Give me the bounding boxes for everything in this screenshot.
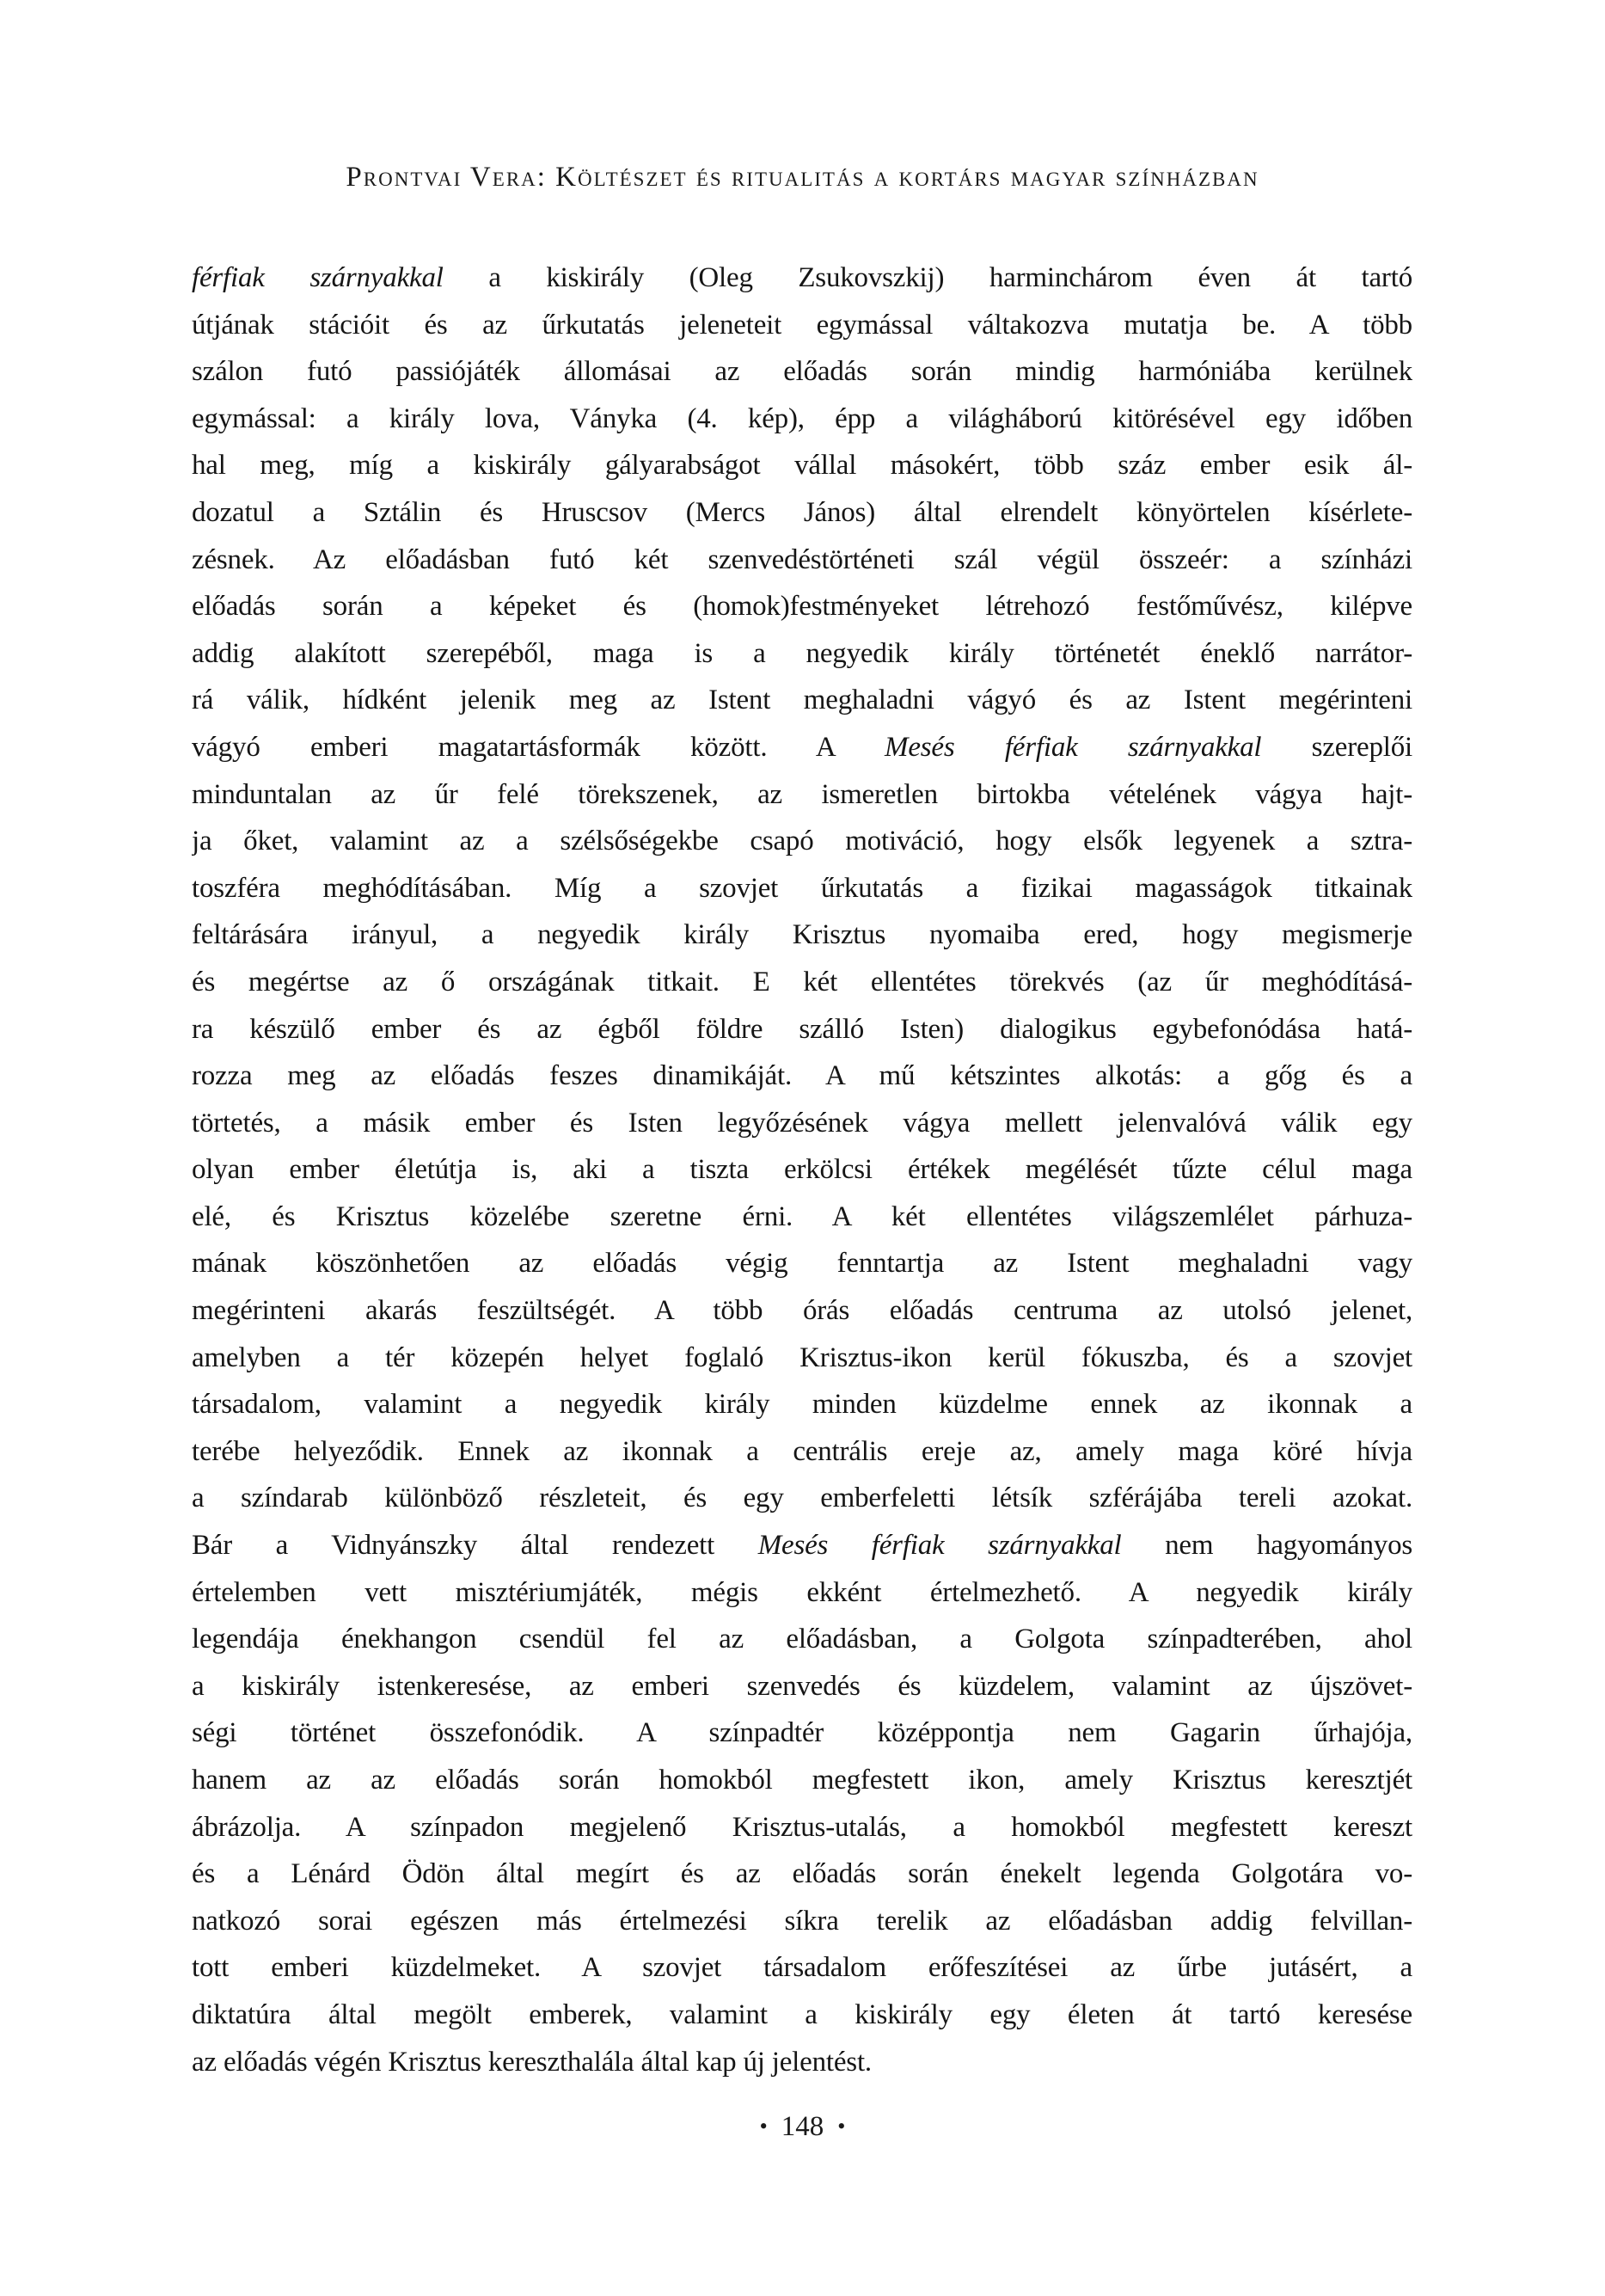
text-line [192, 677, 1412, 724]
text-line [192, 1851, 1412, 1898]
text-segment: szálon futó passiójáték állomásai az előadás során mindig harmóniába kerülnek [192, 356, 1412, 388]
text-line [192, 1522, 1412, 1569]
text-line [192, 1428, 1412, 1476]
text-line [192, 1053, 1412, 1100]
footer-bullet-right: • [837, 2114, 846, 2139]
running-header: Prontvai Vera: Költészet és ritualitás a kortárs magyar színházban [346, 162, 1259, 193]
text-segment: minduntalan az űr felé törekszenek, az ismeretlen birtokba vételének vágya hajt- [192, 778, 1412, 810]
text-line [192, 1240, 1412, 1287]
text-line [192, 912, 1412, 959]
text-line [192, 1757, 1412, 1804]
text-segment: elé, és Krisztus közelébe szeretne érni. A két ellentétes világszemlélet párhuza- [192, 1200, 1412, 1232]
text-line [192, 1194, 1412, 1241]
text-line [192, 537, 1412, 584]
text-line [192, 1006, 1412, 1053]
text-segment: tott emberi küzdelmeket. A szovjet társadalom erőfeszítései az űrbe jutásért, a [192, 1952, 1412, 1984]
text-segment: a színdarab különböző részleteit, és egy emberfeletti létsík szférájába tereli azokat. [192, 1483, 1412, 1514]
text-line [192, 442, 1412, 489]
text-line [192, 630, 1412, 678]
text-segment: natkozó sorai egészen más értelmezési síkra terelik az előadásban addig felvillan- [192, 1905, 1412, 1937]
text-line [192, 489, 1412, 537]
text-segment: és megértse az ő országának titkait. E két ellentétes törekvés (az űr meghódításá- [192, 966, 1412, 998]
text-line [192, 1944, 1412, 1992]
text-segment: mának köszönhetően az előadás végig fenntartja az Istent meghaladni vagy [192, 1248, 1412, 1280]
text-line [192, 1335, 1412, 1382]
page-number: 148 [781, 2111, 824, 2142]
text-line [192, 1710, 1412, 1757]
text-segment: Bár a Vidnyánszky által rendezett [192, 1530, 758, 1562]
page-footer [0, 2111, 1605, 2143]
text-line [192, 1475, 1412, 1522]
text-line [192, 396, 1412, 443]
work-title-italic: Mesés férfiak szárnyakkal [885, 731, 1262, 763]
text-segment: a kiskirály (Oleg Zsukovszkij) harminchárom éven át tartó [443, 262, 1412, 293]
text-segment: értelemben vett misztériumjáték, mégis ekként értelmezhető. A negyedik király [192, 1576, 1412, 1608]
text-line [192, 1569, 1412, 1617]
text-line [192, 1287, 1412, 1335]
footer-bullet-left: • [759, 2114, 768, 2139]
text-segment: nem hagyományos [1121, 1530, 1412, 1562]
text-segment: feltárására irányul, a negyedik király Krisztus nyomaiba ered, hogy megismerje [192, 919, 1412, 951]
text-segment: olyan ember életútja is, aki a tiszta erkölcsi értékek megélését tűzte célul maga [192, 1154, 1412, 1186]
text-line [192, 865, 1412, 912]
text-line [192, 255, 1412, 302]
text-line [192, 1381, 1412, 1428]
text-segment: amelyben a tér közepén helyet foglaló Krisztus-ikon kerül fókuszba, és a szovjet [192, 1341, 1412, 1373]
body-text [192, 255, 1412, 2085]
text-segment: ra készülő ember és az égből földre szálló Isten) dialogikus egybefonódása hatá- [192, 1013, 1412, 1045]
text-line [192, 1100, 1412, 1147]
text-segment: zésnek. Az előadásban futó két szenvedéstörténeti szál végül összeér: a színházi [192, 543, 1412, 575]
text-line [192, 1992, 1412, 2039]
text-line [192, 2039, 1412, 2086]
text-line [192, 1898, 1412, 1945]
text-line [192, 724, 1412, 771]
text-segment: hanem az az előadás során homokból megfestett ikon, amely Krisztus keresztjét [192, 1765, 1412, 1796]
text-line [192, 1663, 1412, 1710]
text-line [192, 348, 1412, 396]
text-segment: hal meg, míg a kiskirály gályarabságot vállal másokért, több száz ember esik ál- [192, 450, 1412, 482]
text-line [192, 959, 1412, 1006]
text-segment: addig alakított szerepéből, maga is a negyedik király történetét éneklő narrátor- [192, 637, 1412, 669]
text-segment: dozatul a Sztálin és Hruscsov (Mercs János) által elrendelt könyörtelen kísérlete- [192, 496, 1412, 528]
work-title-italic: férfiak szárnyakkal [192, 262, 444, 293]
text-segment: ségi történet összefonódik. A színpadtér középpontja nem Gagarin űrhajója, [192, 1717, 1412, 1749]
work-title-italic: Mesés férfiak szárnyakkal [757, 1530, 1122, 1562]
text-segment: szereplői [1261, 731, 1412, 763]
text-segment: előadás során a képeket és (homok)festményeket létrehozó festőművész, kilépve [192, 591, 1412, 623]
text-line [192, 302, 1412, 349]
text-segment: legendája énekhangon csendül fel az előadásban, a Golgota színpadterében, ahol [192, 1624, 1412, 1655]
text-line [192, 1616, 1412, 1663]
text-segment: rá válik, hídként jelenik meg az Istent meghaladni vágyó és az Istent megérinteni [192, 685, 1412, 716]
text-segment: megérinteni akarás feszültségét. A több órás előadás centruma az utolsó jelenet, [192, 1295, 1412, 1327]
text-segment: rozza meg az előadás feszes dinamikáját. A mű kétszintes alkotás: a gőg és a [192, 1060, 1412, 1092]
text-segment: törtetés, a másik ember és Isten legyőzésének vágya mellett jelenvalóvá válik egy [192, 1107, 1412, 1139]
text-line [192, 771, 1412, 819]
text-segment: ja őket, valamint az a szélsőségekbe csapó motiváció, hogy elsők legyenek a sztra- [192, 826, 1412, 857]
text-segment: útjának stációit és az űrkutatás jeleneteit egymással váltakozva mutatja be. A több [192, 309, 1412, 341]
text-segment: a kiskirály istenkeresése, az emberi szenvedés és küzdelem, valamint az újszövet- [192, 1670, 1412, 1702]
text-line [192, 1804, 1412, 1851]
text-line [192, 818, 1412, 865]
text-segment: terébe helyeződik. Ennek az ikonnak a centrális ereje az, amely maga köré hívja [192, 1435, 1412, 1467]
text-segment: diktatúra által megölt emberek, valamint a kiskirály egy életen át tartó keresése [192, 1998, 1412, 2030]
text-segment: társadalom, valamint a negyedik király minden küzdelme ennek az ikonnak a [192, 1389, 1412, 1421]
text-line [192, 583, 1412, 630]
text-segment: és a Lénárd Ödön által megírt és az előadás során énekelt legenda Golgotára vo- [192, 1858, 1412, 1890]
text-segment: ábrázolja. A színpadon megjelenő Krisztus-utalás, a homokból megfestett kereszt [192, 1811, 1412, 1843]
text-segment: egymással: a király lova, Ványka (4. kép), épp a világháború kitörésével egy időben [192, 402, 1412, 434]
text-segment: toszféra meghódításában. Míg a szovjet űrkutatás a fizikai magasságok titkainak [192, 872, 1412, 904]
text-segment: az előadás végén Krisztus kereszthalála által kap új jelentést. [192, 2046, 872, 2078]
text-line [192, 1146, 1412, 1194]
text-segment: vágyó emberi magatartásformák között. A [192, 731, 885, 763]
